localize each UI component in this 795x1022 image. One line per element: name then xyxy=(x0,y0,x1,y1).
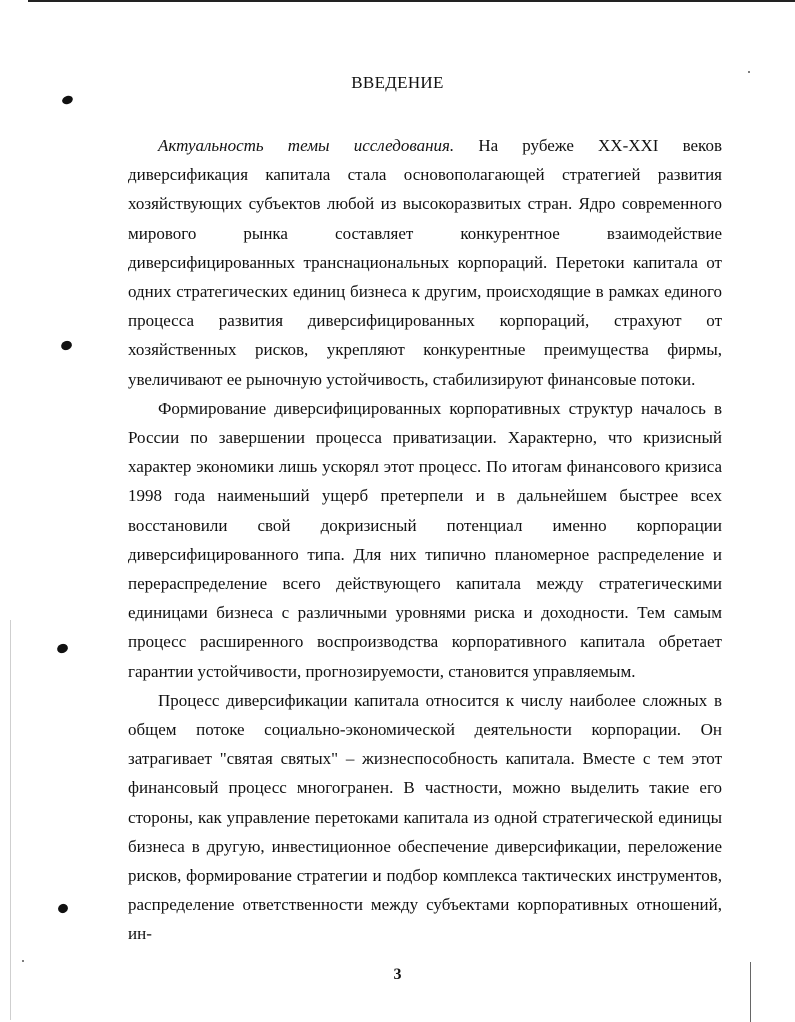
scan-speck xyxy=(22,960,24,962)
left-scan-edge xyxy=(10,620,11,1020)
paragraph-text: Процесс диверсификации капитала относится к числу наиболее сложных в общем потоке социально-экономической деятельности корпорации. Он затрагивает "святая святых" – жизнеспособность капитала. Вместе с тем этот финансовый процесс многогранен. В частности, можно выделить такие его стороны, как управление перетоками капитала из одной стратегической единицы бизнеса в другую, инвестиционное обеспечение диверсификации, переложение рисков, формирование стратегии и подбор комплекса тактических инструментов, распределение ответственности между субъектами корпоративных отношений, ин- xyxy=(128,690,722,944)
page-number: 3 xyxy=(393,966,402,983)
page-title: ВВЕДЕНИЕ xyxy=(351,73,444,92)
binder-hole-mark xyxy=(57,903,69,915)
binder-hole-mark xyxy=(56,642,69,654)
paragraph-lead: Актуальность темы исследования. xyxy=(158,136,455,155)
binder-hole-mark xyxy=(60,339,73,351)
paragraph-text: На рубеже XX-XXI веков диверсификация капитала стала основополагающей стратегией развития хозяйствующих субъектов любой из высокоразвитых стран. Ядро современного мирового рынка составляет конкурентное взаимодействие диверсифицированных транснациональных корпораций. Перетоки капитала от одних стратегических единиц бизнеса к другим, происходящие в рамках единого процесса развития диверсифицированных корпораций, страхуют от хозяйственных рисков, укрепляют конкурентные преимущества фирмы, увеличивают ее рыночную устойчивость, стабилизируют финансовые потоки. xyxy=(128,136,722,389)
paragraph-formation xyxy=(128,394,722,686)
paragraph-text: Формирование диверсифицированных корпоративных структур началось в России по завершении процесса приватизации. Характерно, что кризисный характер экономики лишь ускорял этот процесс. По итогам финансового кризиса 1998 года наименьший ущерб претерпели и в дальнейшем быстрее всех восстановили свой докризисный потенциал именно корпорации диверсифицированного типа. Для них типично планомерное распределение и перераспределение всего действующего капитала между стратегическими единицами бизнеса с различными уровнями риска и доходности. Тем самым процесс расширенного воспроизводства корпоративного капитала обретает гарантии устойчивости, прогнозируемости, становится управляемым. xyxy=(128,398,722,681)
binder-hole-mark xyxy=(61,94,74,105)
body-text xyxy=(128,131,722,949)
paragraph-relevance xyxy=(128,131,722,394)
paragraph-process xyxy=(128,686,722,949)
top-scan-border xyxy=(28,0,795,2)
